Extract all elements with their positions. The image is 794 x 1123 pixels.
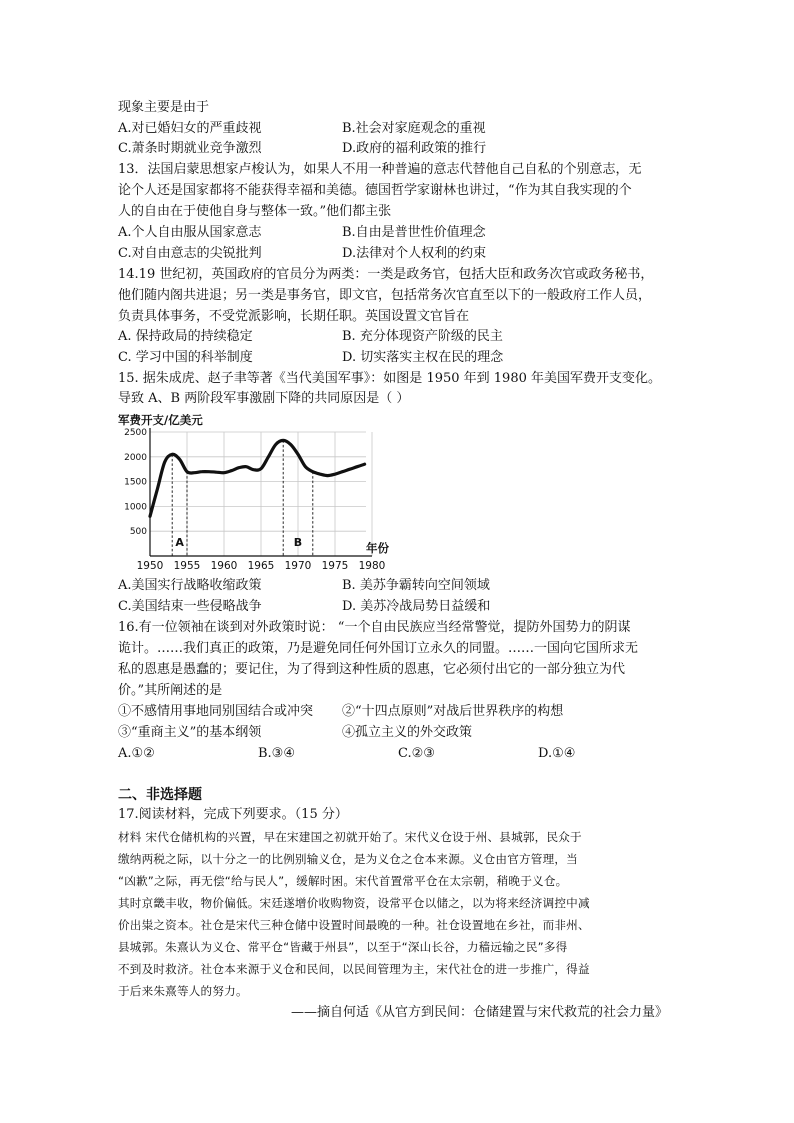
series-line [150,440,365,516]
q12-option-a[interactable]: A.对已婚妇女的严重歧视 [118,121,262,136]
x-tick-label: 1950 [136,560,164,572]
y-tick-label: 1500 [124,477,147,488]
material-source: ——摘自何适《从官方到民间：仓储建置与宋代救荒的社会力量》 [290,1005,668,1020]
q15-option-b[interactable]: B. 美苏争霸转向空间领域 [342,578,490,593]
q13-option-c[interactable]: C.对自由意志的尖锐批判 [118,246,262,261]
q13-stem-line-2: 论个人还是国家都将不能获得幸福和美德。德国哲学家谢林也讲过，“作为其自我实现的个 [118,183,632,198]
q17-prompt: 17.阅读材料，完成下列要求。（15 分） [118,807,348,822]
q16-stem-line-2: 诡计。……我们真正的政策，乃是避免同任何外国订立永久的同盟。……一国向它国所求无 [118,641,639,656]
q15-option-d[interactable]: D. 美苏冷战局势日益缓和 [342,599,491,614]
material-line-7: 不到及时救济。社仓本来源于义仓和民间，以民间管理为主，宋代社仓的进一步推广，得益 [118,962,590,976]
material-line-3: “凶歉”之际，再无偿“给与民人”，缓解时困。宋代首置常平仓在太宗朝，稍晚于义仓。 [118,874,568,888]
y-tick-label: 2500 [124,428,147,438]
phase-A-label: A [175,536,184,549]
x-tick-label: 1980 [358,560,386,572]
q13-stem-line-1: 13．法国启蒙思想家卢梭认为，如果人不用一种普遍的意志代替他自己自私的个别意志，无 [118,162,642,177]
q12-stem-cont: 现象主要是由于 [118,100,210,115]
q16-item-3: ③“重商主义”的基本纲领 [118,725,262,740]
q14-option-c[interactable]: C. 学习中国的科举制度 [118,350,253,365]
q16-stem-line-4: 价。”其所阐述的是 [118,683,223,698]
q16-item-4: ④孤立主义的外交政策 [342,725,473,740]
material-line-1: 材料 宋代仓储机构的兴置，早在宋建国之初就开始了。宋代义仓设于州、县城郭，民众于 [118,830,582,844]
q14-stem-line-1: 14.19 世纪初，英国政府的官员分为两类：一类是政务官，包括大臣和政务次官或政务秘书， [118,267,654,282]
q16-option-c[interactable]: C.②③ [398,746,435,761]
q16-item-2: ②“十四点原则”对战后世界秩序的构想 [342,704,564,719]
material-line-6: 县城郭。朱熹认为义仓、常平仓“皆藏于州县”，以至于“深山长谷，力穑远输之民”多得 [118,940,568,954]
q13-option-a[interactable]: A.个人自由服从国家意志 [118,225,262,240]
q12-option-b[interactable]: B.社会对家庭观念的重视 [342,121,486,136]
q13-stem-line-3: 人的自由在于使他自身与整体一致。”他们都主张 [118,204,392,219]
x-tick-label: 1955 [173,560,201,572]
q15-option-c[interactable]: C.美国结束一些侵略战争 [118,599,262,614]
y-tick-label: 1000 [124,502,147,513]
q16-item-1: ①不感情用事地同别国结合或冲突 [118,704,314,719]
x-tick-label: 1975 [321,560,349,572]
q16-stem-line-1: 16.有一位领袖在谈到对外政策时说： “一个自由民族应当经常警觉，提防外国势力的阴谋 [118,620,631,635]
y-axis-title: 军费开支/亿美元 [118,413,203,427]
q14-stem-line-3: 负责具体事务，不受党派影响，长期任职。英国设置文官旨在 [118,309,470,324]
x-tick-label: 1960 [210,560,238,572]
q12-option-d[interactable]: D.政府的福利政策的推行 [342,141,487,156]
q15-stem-line-2: 导致 A、B 两阶段军事激剧下降的共同原因是（ ） [118,391,410,406]
phase-B-label: B [293,536,303,549]
y-tick-label: 500 [129,527,147,538]
q13-option-d[interactable]: D.法律对个人权利的约束 [342,246,487,261]
military-spending-chart [116,413,406,575]
q15-option-a[interactable]: A.美国实行战略收缩政策 [118,578,262,593]
section-heading: 二、非选择题 [118,787,202,803]
x-tick-label: 1970 [284,560,312,572]
material-line-2: 缴纳两税之际，以十分之一的比例别输义仓，是为义仓之仓本来源。义仓由官方管理，当 [118,852,578,866]
q15-stem-line-1: 15. 据朱成虎、赵子聿等著《当代美国军事》：如图是 1950 年到 1980 年美国军费开支变化。 [118,371,662,386]
material-line-8: 于后来朱熹等人的努力。 [118,984,248,998]
q14-stem-line-2: 他们随内阁共进退；另一类是事务官，即文官，包括常务次官直至以下的一般政府工作人员， [118,288,652,303]
q12-option-c[interactable]: C.萧条时期就业竞争激烈 [118,141,262,156]
material-line-4: 其时京畿丰收，物价偏低。宋廷遂增价收购物资，设常平仓以储之，以为将来经济调控中减 [118,896,590,910]
q14-option-d[interactable]: D. 切实落实主权在民的理念 [342,350,504,365]
q14-option-a[interactable]: A. 保持政局的持续稳定 [118,329,253,344]
q16-option-b[interactable]: B.③④ [258,746,295,761]
q16-option-d[interactable]: D.①④ [538,746,576,761]
x-axis-title: 年份 [366,541,389,555]
q14-option-b[interactable]: B. 充分体现资产阶级的民主 [342,329,503,344]
q16-stem-line-3: 私的恩惠是愚蠢的；要记住，为了得到这种性质的恩惠，它必须付出它的一部分独立为代 [118,662,626,677]
material-line-5: 价出粜之资本。社仓是宋代三种仓储中设置时间最晚的一种。社仓设置地在乡社，而非州、 [118,918,590,932]
x-tick-label: 1965 [247,560,275,572]
q16-option-a[interactable]: A.①② [118,746,155,761]
q13-option-b[interactable]: B.自由是普世性价值理念 [342,225,486,240]
y-tick-label: 2000 [124,452,147,463]
